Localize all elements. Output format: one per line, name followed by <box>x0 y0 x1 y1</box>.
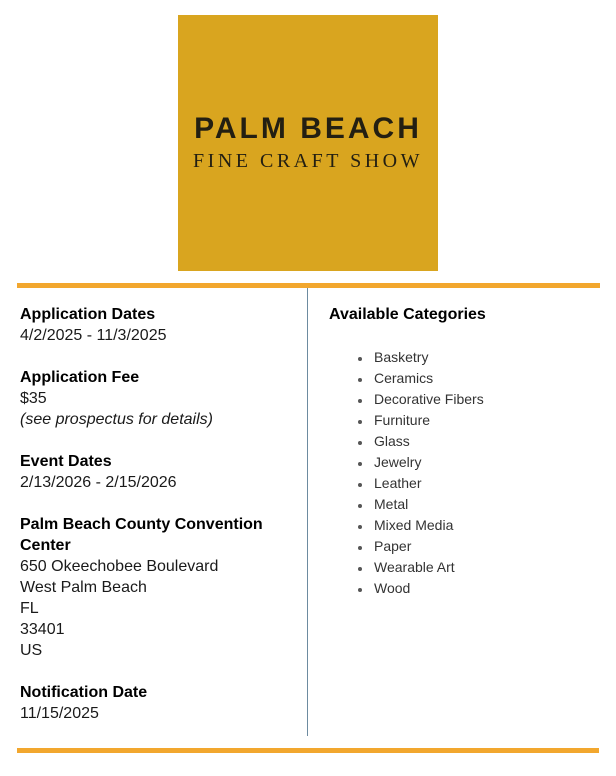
notification-date-value: 11/15/2025 <box>20 705 99 722</box>
list-item: • Furniture <box>372 410 600 431</box>
application-fee-heading: Application Fee <box>20 369 140 386</box>
event-dates-value: 2/13/2026 - 2/15/2026 <box>20 474 177 491</box>
venue-street: 650 Okeechobee Boulevard <box>20 558 219 575</box>
available-categories-heading: Available Categories <box>329 306 486 323</box>
venue-section <box>20 514 295 661</box>
application-fee-value: $35 <box>20 390 47 407</box>
venue-state: FL <box>20 600 39 617</box>
application-fee-note: (see prospectus for details) <box>20 411 213 428</box>
list-item: • Metal <box>372 494 600 515</box>
list-item: • Leather <box>372 473 600 494</box>
venue-country: US <box>20 642 43 659</box>
venue-zip: 33401 <box>20 621 65 638</box>
notification-date-section <box>20 682 295 724</box>
bottom-gold-divider <box>17 748 599 753</box>
application-fee-section <box>20 367 295 430</box>
notification-date-heading: Notification Date <box>20 684 148 701</box>
list-item: • Decorative Fibers <box>372 389 600 410</box>
event-dates-heading: Event Dates <box>20 453 112 470</box>
list-item: • Wood <box>372 578 600 599</box>
categories-list <box>329 347 600 599</box>
list-item: • Mixed Media <box>372 515 600 536</box>
venue-city: West Palm Beach <box>20 579 147 596</box>
application-dates-heading: Application Dates <box>20 306 156 323</box>
logo-subtitle: FINE CRAFT SHOW <box>193 150 423 173</box>
list-item: • Basketry <box>372 347 600 368</box>
venue-name: Palm Beach County Convention Center <box>20 516 263 554</box>
categories-column <box>308 288 616 736</box>
application-dates-section <box>20 304 295 346</box>
list-item: • Paper <box>372 536 600 557</box>
event-logo <box>178 15 438 271</box>
logo-title: PALM BEACH <box>194 111 422 145</box>
list-item: • Jewelry <box>372 452 600 473</box>
event-details <box>0 288 616 736</box>
event-info-column <box>0 288 308 736</box>
list-item: • Wearable Art <box>372 557 600 578</box>
event-dates-section <box>20 451 295 493</box>
list-item: • Glass <box>372 431 600 452</box>
application-dates-value: 4/2/2025 - 11/3/2025 <box>20 327 167 344</box>
list-item: • Ceramics <box>372 368 600 389</box>
